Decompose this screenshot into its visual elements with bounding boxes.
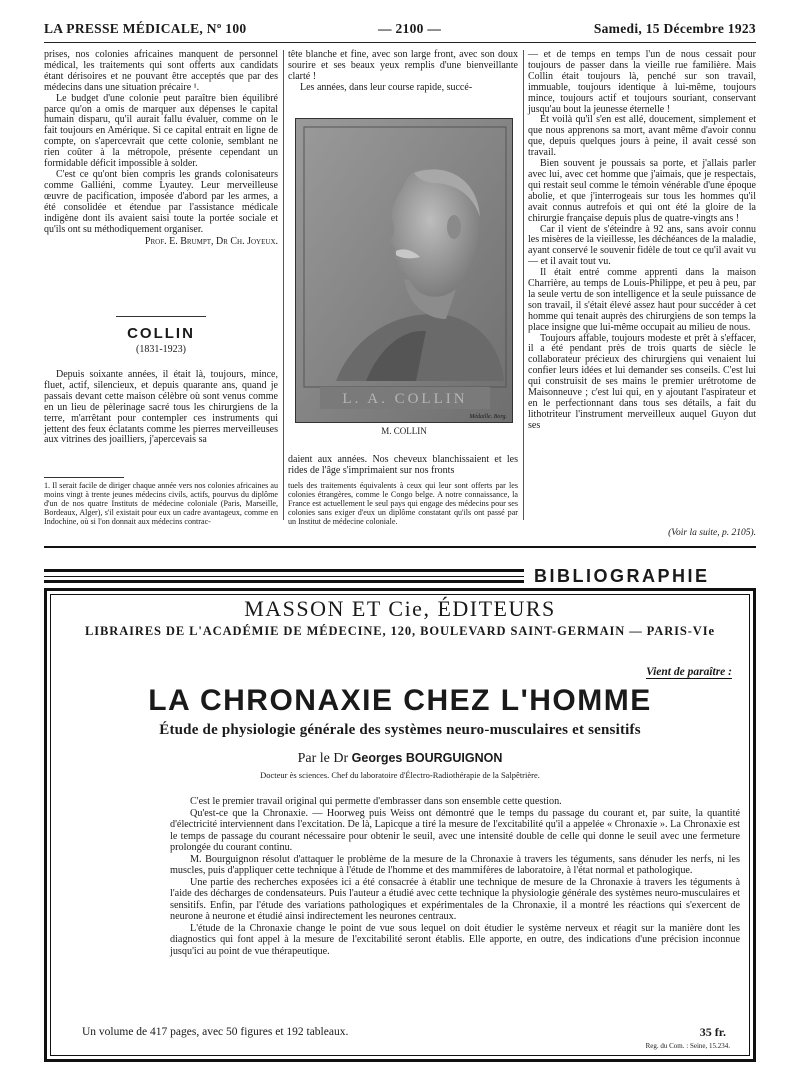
continuation-note: (Voir la suite, p. 2105). [668, 528, 756, 538]
book-subtitle: Étude de physiologie générale des systèmes neuro-musculaires et sensitifs [159, 722, 641, 738]
announcement-text: Vient de paraître : [646, 666, 732, 678]
paragraph: C'est ce qu'ont bien compris les grands colonisateurs comme Galliéni, comme Lyautey. Leur merveilleuse œuvre de pacification, imposée d'abord par les armes, a été consolidée et étendue par l'assistance médicale indigène dont ils avaient saisi toute la portée sociale et qu'ils ont su méthodiquement organiser. [44, 168, 278, 235]
book-author [44, 751, 756, 767]
paragraph: Car il vient de s'éteindre à 92 ans, sans avoir connu les misères de la vieillesse, les déchéances de la maladie, ayant conservé le souvenir fidèle de tout ce qu'il avait vu — et il avait tout vu. [528, 223, 756, 268]
header-rule [44, 42, 756, 43]
description-paragraph: L'étude de la Chronaxie change le point de vue sous lequel on doit étudier le système nerveux et réagit sur la manière dont les diagnostics qui font appel à la mesure de l'excitabilité seront établis. Elle apporte, en outre, des indications d'une précision inconnue jusqu'ici au point de vue thérapeutique. [170, 922, 740, 957]
page-number: — 2100 — [378, 21, 442, 36]
paragraph: tête blanche et fine, avec son large front, avec son doux sourire et ses beaux yeux remplis d'une bienveillante clarté ! [288, 49, 518, 82]
description-paragraph: Une partie des recherches exposées ici a été consacrée à établir une technique de mesure de la Chronaxie à travers les téguments à l'aide des décharges de condensateurs. Puis l'auteur a étudié avec cette technique la physiologie générale des systèmes neuro-musculaires et sensitifs. Enfin, par l'étude des variations pathologiques et expérimentales de la Chronaxie, il a montré les réactions qui s'exercent de neurone à neurone et étudié ainsi indirectement les neurones centraux. [170, 876, 740, 922]
paragraph: Il était entré comme apprenti dans la maison Charrière, au temps de Louis-Philippe, et peu à peu, par la seule vertu de son intelligence et la seule puissance de son travail, il s'était élevé assez haut pour succéder à cet homme qui tenait auprès des chirurgiens de son temps la place insigne que lui-même occupait au milieu de nous. [528, 267, 756, 333]
description-paragraph: C'est le premier travail original qui permette d'embrasser dans son ensemble cette question. [190, 796, 562, 807]
footnote-rule [44, 477, 124, 478]
volume-info: Un volume de 417 pages, avec 50 figures et 192 tableaux. [82, 1026, 349, 1038]
band-rules [44, 569, 524, 583]
bibliography-band [44, 566, 756, 586]
author-description: Docteur ès sciences. Chef du laboratoire d'Électro-Radiothérapie de la Salpêtrière. [260, 770, 540, 780]
portrait-inscription: L. A. COLLIN [342, 391, 468, 407]
publisher-address: LIBRAIRES DE L'ACADÉMIE DE MÉDECINE, 120, BOULEVARD SAINT-GERMAIN — PARIS-VIe [85, 624, 715, 638]
publisher-name: MASSON ET Cie, ÉDITEURS [244, 596, 556, 621]
announcement [560, 666, 732, 678]
column-2-bottom [288, 455, 518, 477]
column-divider [523, 50, 524, 520]
book-description [170, 796, 740, 957]
book-price: 35 fr. [699, 1025, 726, 1039]
paragraph: Depuis soixante années, il était là, toujours, mince, fluet, actif, silencieux, et depuis quarante ans, quand je passais devant cette maison célèbre où sont venus comme en un lieu de pèlerinage sacré tous les chirurgiens de la terre, m'arrêtant pour contempler ces instruments qui jettent des feux éclatants comme les pierres merveilleuses aux vitrines des joailliers, j'apercevais sa [44, 369, 278, 446]
author-prefix: Par le Dr [297, 751, 349, 766]
paragraph: Les années, dans leur course rapide, succé- [300, 81, 473, 93]
paragraph: Le budget d'une colonie peut paraître bien équilibré parce qu'on a omis de marquer aux dépenses le capital humain disparu, qu'il aurait fallu évaluer, comme on le fait toujours en Amérique. Si ce capital entrait en ligne de compte, on s'apercevrait que cette colonie, semblant ne rien coûter à la métropole, présente cependant un formidable déficit impossible à solder. [44, 92, 278, 170]
book-title: LA CHRONAXIE CHEZ L'HOMME [148, 684, 652, 717]
issue-date: Samedi, 15 Décembre 1923 [593, 21, 756, 36]
paragraph: Et voilà qu'il s'en est allé, doucement, simplement et que nous apprenons sa mort, avant même d'avoir connu que, depuis quelques jours à peine, il avait cessé son travail. [528, 114, 756, 159]
obituary-title: COLLIN [127, 325, 195, 342]
journal-name: LA PRESSE MÉDICALE, Nº 100 [44, 21, 247, 36]
column-1 [44, 50, 278, 248]
signature: Prof. E. Brumpt, Dr Ch. Joyeux. [144, 236, 278, 248]
obituary-column-1 [44, 370, 278, 446]
paragraph: prises, nos colonies africaines manquent de personnel médical, les traitements qui sont offerts aux candidats étant dérisoires et ne pouvant être acceptés que par des médecins dans une situation précaire ¹. [44, 49, 278, 93]
description-paragraph: M. Bourguignon résolut d'attaquer le problème de la mesure de la Chronaxie à travers les téguments, sans dénuder les nerfs, ni les muscles, puis d'appliquer cette technique à l'étude de l'homme et des mammifères de laboratoire, à l'état normal et pathologique. [170, 853, 740, 876]
portrait-illustration [296, 119, 513, 423]
running-head [44, 21, 756, 39]
obituary-dates: (1831-1923) [136, 344, 186, 355]
paragraph: daient aux années. Nos cheveux blanchissaient et les rides de l'âge s'imprimaient sur nos fronts [288, 454, 518, 476]
paragraph: — et de temps en temps l'un de nous cessait pour toujours de passer dans la vieille rue familière. Mais Collin était toujours là, penché sur son travail, immuable, toujours identique à lui-même, toujours mince, toujours actif et toujours souriant, conservant jusqu'au bout la jeunesse éternelle ! [528, 49, 756, 115]
footnote-left: 1. Il serait facile de diriger chaque année vers nos colonies africaines au moins vingt à trente jeunes médecins civils, actifs, pourvus du diplôme d'un de nos quatre Instituts de médecine coloniale (Paris, Marseille, Bordeaux, Alger), s'il existait pour eux un cadre avantageux, comme en Indochine, où si l'on donnait aux médecins contrac- [44, 481, 278, 526]
description-paragraph: Qu'est-ce que la Chronaxie. — Hoorweg puis Weiss ont démontré que le temps du passage du courant et, par suite, la quantité d'électricité interviennent dans l'excitation. De là, Lapicque a tiré la mesure de l'excitabilité qu'il a appelée « Chronaxie ». La Chronaxie est le temps de passage du courant nécessaire pour obtenir le seuil, avec une intensité double de celle qui donne le seuil avec une fermeture prolongée du courant continu. [170, 807, 740, 853]
separator-rule [116, 316, 206, 317]
section-rule [44, 546, 756, 548]
portrait-credit: Médaille. Borg. [469, 414, 507, 420]
bibliography-heading: BIBLIOGRAPHIE [534, 566, 710, 586]
portrait-medal-image [295, 118, 513, 423]
paragraph: Toujours affable, toujours modeste et prêt à s'effacer, il a été pendant près de trois quarts de siècle le collaborateur précieux des chirurgiens qui venaient lui confier leurs idées et lui demander ses conseils. C'est lui qui construisit de ses mains le premier urétrotome de Maisonneuve ; c'est lui qui, en y ajoutant l'aspirateur et en le perfectionnant dans tous ses détails, a fait du lithotriteur l'instrument merveilleux auquel Guyon dut ses [528, 332, 756, 431]
column-2-top [288, 50, 518, 94]
paragraph: Bien souvent je poussais sa porte, et j'allais parler avec lui, avec cet homme que j'aimais, que je respectais, qui restait seul comme le témoin vénérable d'une époque abolie, et que j'interrogeais sur tous les hommes qu'il avait connus autrefois et qui ont été la gloire de la chirurgie française depuis plus de quatre-vingts ans ! [528, 158, 756, 224]
column-divider [283, 50, 284, 520]
author-name: Georges BOURGUIGNON [351, 751, 503, 765]
column-3 [528, 50, 756, 432]
portrait-caption: M. COLLIN [381, 426, 427, 436]
footnote-right: tuels des traitements équivalents à ceux qui leur sont offerts par les colonies étrangères, comme le Congo belge. A notre connaissance, la France est actuellement le seul pays qui engage des médecins pour ses colonies sans exiger d'eux un diplôme constatant qu'ils ont passé par un Institut de médecine coloniale. [288, 481, 518, 526]
registration-note: Reg. du Com. : Seine, 15.234. [645, 1042, 730, 1050]
